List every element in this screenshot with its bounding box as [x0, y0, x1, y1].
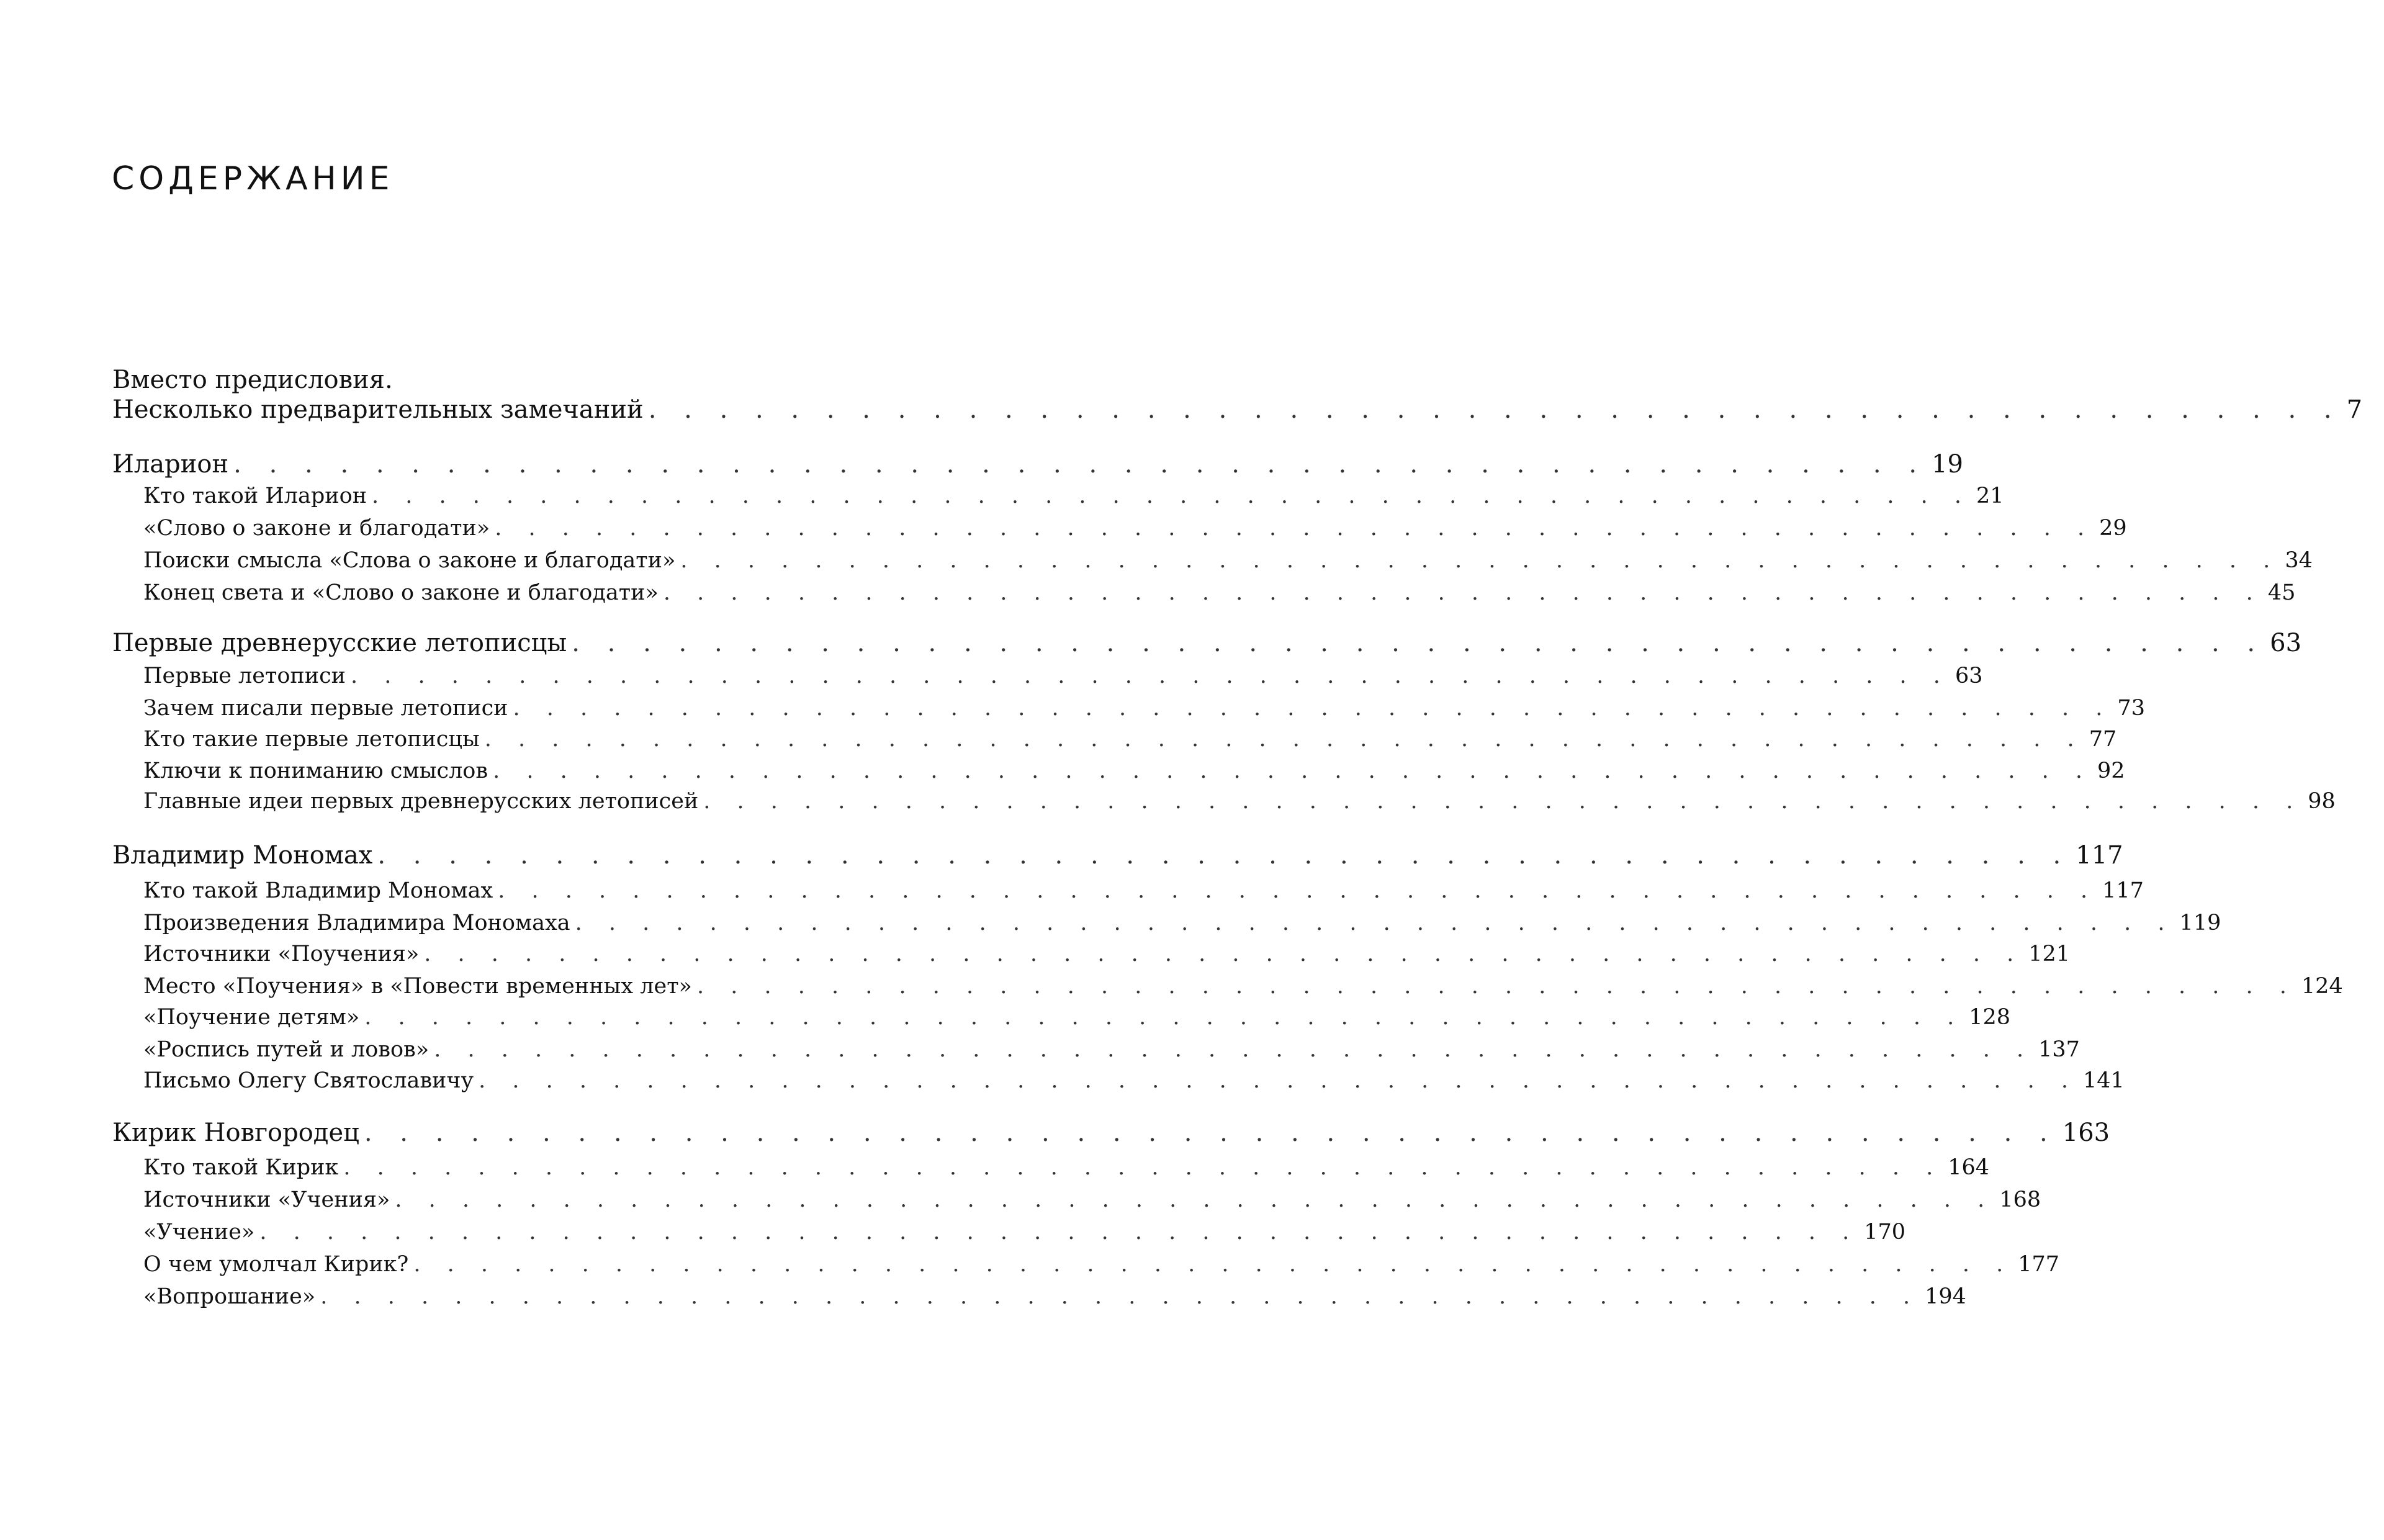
- toc-section-title[interactable]: [112, 629, 2302, 657]
- toc-entry-page: 117: [2102, 878, 2144, 903]
- dot-leader: . . . . . . . . . . . . . . . . . . . . . . . . . . . . . . . . . . . . . . . . . . . . . . . .: [372, 484, 1971, 508]
- toc-entry-label: Конец света и «Слово о законе и благодати»: [143, 580, 659, 605]
- dot-leader: . . . . . . . . . . . . . . . . . . . . . . . . . . . . . . . . . . . . . . . . . . . . . . . .: [696, 974, 2296, 999]
- dot-leader: . . . . . . . . . . . . . . . . . . . . . . . . . . . . . . . . . . . . . . . . . . . . . . . .: [413, 1252, 2013, 1277]
- toc-subentry[interactable]: [143, 759, 2125, 783]
- dot-leader: . . . . . . . . . . . . . . . . . . . . . . . . . . . . . . . . . . . . . . . . . . . . . . . .: [572, 629, 2265, 657]
- toc-subentry[interactable]: [143, 696, 2145, 721]
- dot-leader: . . . . . . . . . . . . . . . . . . . . . . . . . . . . . . . . . . . . . . . . . . . . . . . .: [259, 1220, 1860, 1245]
- dot-leader: . . . . . . . . . . . . . . . . . . . . . . . . . . . . . . . . . . . . . . . . . . . . . . . .: [364, 1005, 1964, 1030]
- dot-leader: . . . . . . . . . . . . . . . . . . . . . . . . . . . . . . . . . . . . . . . . . . . . . . . .: [663, 580, 2263, 605]
- toc-entry-page: 7: [2346, 395, 2363, 424]
- intro-title-line1: Вместо предисловия.: [112, 366, 393, 394]
- dot-leader: . . . . . . . . . . . . . . . . . . . . . . . . . . . . . . . . . . . . . . . . . . . . . . . .: [343, 1155, 1943, 1180]
- dot-leader: . . . . . . . . . . . . . . . . . . . . . . . . . . . . . . . . . . . . . . . . . . . . . . . .: [479, 1068, 2079, 1093]
- dot-leader: . . . . . . . . . . . . . . . . . . . . . . . . . . . . . . . . . . . . . . . . . . . . . . . .: [233, 450, 1927, 479]
- toc-entry-label: Произведения Владимира Мономаха: [143, 911, 570, 935]
- toc-entry-label: Кто такой Кирик: [143, 1155, 339, 1180]
- toc-subentry[interactable]: [143, 1284, 1966, 1309]
- toc-entry-label: «Слово о законе и благодати»: [143, 516, 490, 541]
- toc-entry-label: Поиски смысла «Слова о законе и благодати»: [143, 548, 676, 573]
- toc-entry-intro[interactable]: [112, 395, 2363, 424]
- toc-entry-page: 29: [2099, 516, 2127, 541]
- toc-subentry[interactable]: [143, 580, 2296, 605]
- dot-leader: . . . . . . . . . . . . . . . . . . . . . . . . . . . . . . . . . . . . . . . . . . . . . . . .: [493, 759, 2092, 783]
- toc-entry-page: 63: [1954, 664, 1983, 688]
- dot-leader: . . . . . . . . . . . . . . . . . . . . . . . . . . . . . . . . . . . . . . . . . . . . . . . .: [320, 1284, 1920, 1309]
- toc-entry-page: 137: [2038, 1037, 2080, 1062]
- dot-leader: . . . . . . . . . . . . . . . . . . . . . . . . . . . . . . . . . . . . . . . . . . . . . . . .: [703, 789, 2303, 814]
- toc-entry-page: 21: [1976, 484, 2004, 508]
- toc-entry-page: 163: [2062, 1119, 2110, 1147]
- table-of-contents: [112, 0, 2363, 1540]
- toc-section-title[interactable]: [112, 1119, 2110, 1147]
- toc-subentry[interactable]: [143, 1187, 2041, 1212]
- toc-subentry[interactable]: [143, 484, 2004, 508]
- toc-entry-page: 170: [1864, 1220, 1906, 1245]
- dot-leader: . . . . . . . . . . . . . . . . . . . . . . . . . . . . . . . . . . . . . . . . . . . . . . . .: [648, 395, 2342, 424]
- toc-entry-page: 45: [2267, 580, 2296, 605]
- toc-entry-page: 117: [2076, 841, 2123, 870]
- dot-leader: . . . . . . . . . . . . . . . . . . . . . . . . . . . . . . . . . . . . . . . . . . . . . . . .: [498, 878, 2098, 903]
- toc-subentry[interactable]: [143, 789, 2336, 814]
- toc-subentry[interactable]: [143, 516, 2127, 541]
- toc-entry-label: «Учение»: [143, 1220, 255, 1245]
- toc-entry-label: Первые древнерусские летописцы: [112, 629, 567, 657]
- toc-entry-label: О чем умолчал Кирик?: [143, 1252, 409, 1277]
- toc-entry-label: Ключи к пониманию смыслов: [143, 759, 488, 783]
- toc-subentry[interactable]: [143, 1068, 2125, 1093]
- toc-subentry[interactable]: [143, 664, 1983, 688]
- dot-leader: . . . . . . . . . . . . . . . . . . . . . . . . . . . . . . . . . . . . . . . . . . . . . . . .: [495, 516, 2095, 541]
- toc-entry-page: 119: [2179, 911, 2221, 935]
- toc-subentry[interactable]: [143, 911, 2221, 935]
- toc-entry-page: 194: [1925, 1284, 1966, 1309]
- toc-subentry[interactable]: [143, 878, 2144, 903]
- toc-subentry[interactable]: [143, 1252, 2060, 1277]
- toc-entry-label: Источники «Поучения»: [143, 942, 420, 966]
- toc-entry-page: 77: [2089, 727, 2117, 752]
- toc-entry-page: 168: [1999, 1187, 2041, 1212]
- toc-entry-page: 121: [2028, 942, 2071, 966]
- toc-entry-label: Источники «Учения»: [143, 1187, 390, 1212]
- dot-leader: . . . . . . . . . . . . . . . . . . . . . . . . . . . . . . . . . . . . . . . . . . . . . . . .: [680, 548, 2280, 573]
- toc-entry-label: Первые летописи: [143, 664, 346, 688]
- toc-entry-page: 177: [2018, 1252, 2060, 1277]
- toc-entry-label: «Роспись путей и ловов»: [143, 1037, 430, 1062]
- toc-subentry[interactable]: [143, 1037, 2080, 1062]
- toc-entry-label: Главные идеи первых древнерусских летописей: [143, 789, 699, 814]
- dot-leader: . . . . . . . . . . . . . . . . . . . . . . . . . . . . . . . . . . . . . . . . . . . . . . . .: [351, 664, 1950, 688]
- dot-leader: . . . . . . . . . . . . . . . . . . . . . . . . . . . . . . . . . . . . . . . . . . . . . . . .: [513, 696, 2113, 721]
- toc-entry-page: 34: [2285, 548, 2313, 573]
- dot-leader: . . . . . . . . . . . . . . . . . . . . . . . . . . . . . . . . . . . . . . . . . . . . . . . .: [377, 841, 2071, 870]
- toc-entry-page: 141: [2083, 1068, 2125, 1093]
- toc-entry-page: 98: [2308, 789, 2336, 814]
- toc-subentry[interactable]: [143, 942, 2071, 966]
- toc-section-title[interactable]: [112, 841, 2123, 870]
- toc-entry-label: «Поучение детям»: [143, 1005, 360, 1030]
- dot-leader: . . . . . . . . . . . . . . . . . . . . . . . . . . . . . . . . . . . . . . . . . . . . . . . .: [424, 942, 2024, 966]
- toc-entry-label: Кто такой Владимир Мономах: [143, 878, 493, 903]
- toc-entry-label: Кто такие первые летописцы: [143, 727, 480, 752]
- toc-entry-page: 128: [1969, 1005, 2011, 1030]
- toc-entry-page: 92: [2097, 759, 2125, 783]
- toc-subentry[interactable]: [143, 974, 2343, 999]
- page-title: СОДЕРЖАНИЕ: [112, 160, 394, 197]
- toc-subentry[interactable]: [143, 1005, 2011, 1030]
- toc-subentry[interactable]: [143, 548, 2313, 573]
- toc-entry-label: Кирик Новгородец: [112, 1119, 359, 1147]
- dot-leader: . . . . . . . . . . . . . . . . . . . . . . . . . . . . . . . . . . . . . . . . . . . . . . . .: [364, 1119, 2058, 1147]
- toc-entry-label: Иларион: [112, 450, 229, 479]
- toc-entry-page: 73: [2117, 696, 2145, 721]
- toc-entry-label: Кто такой Иларион: [143, 484, 367, 508]
- toc-entry-page: 63: [2270, 629, 2302, 657]
- dot-leader: . . . . . . . . . . . . . . . . . . . . . . . . . . . . . . . . . . . . . . . . . . . . . . . .: [395, 1187, 1995, 1212]
- toc-subentry[interactable]: [143, 727, 2117, 752]
- toc-entry-label: Место «Поучения» в «Повести временных лет»: [143, 974, 692, 999]
- toc-entry-page: 164: [1948, 1155, 1990, 1180]
- dot-leader: . . . . . . . . . . . . . . . . . . . . . . . . . . . . . . . . . . . . . . . . . . . . . . . .: [434, 1037, 2034, 1062]
- toc-entry-label: Зачем писали первые летописи: [143, 696, 508, 721]
- dot-leader: . . . . . . . . . . . . . . . . . . . . . . . . . . . . . . . . . . . . . . . . . . . . . . . .: [484, 727, 2084, 752]
- toc-subentry[interactable]: [143, 1155, 1990, 1180]
- toc-subentry[interactable]: [143, 1220, 1906, 1245]
- toc-entry-label: «Вопрошание»: [143, 1284, 316, 1309]
- toc-entry-page: 19: [1932, 450, 1963, 479]
- toc-entry-label: Владимир Мономах: [112, 841, 373, 870]
- toc-entry-page: 124: [2301, 974, 2343, 999]
- toc-entry-label: Несколько предварительных замечаний: [112, 395, 644, 424]
- toc-entry-label: Письмо Олегу Святославичу: [143, 1068, 474, 1093]
- dot-leader: . . . . . . . . . . . . . . . . . . . . . . . . . . . . . . . . . . . . . . . . . . . . . . . .: [575, 911, 2175, 935]
- toc-section-title[interactable]: [112, 450, 1963, 479]
